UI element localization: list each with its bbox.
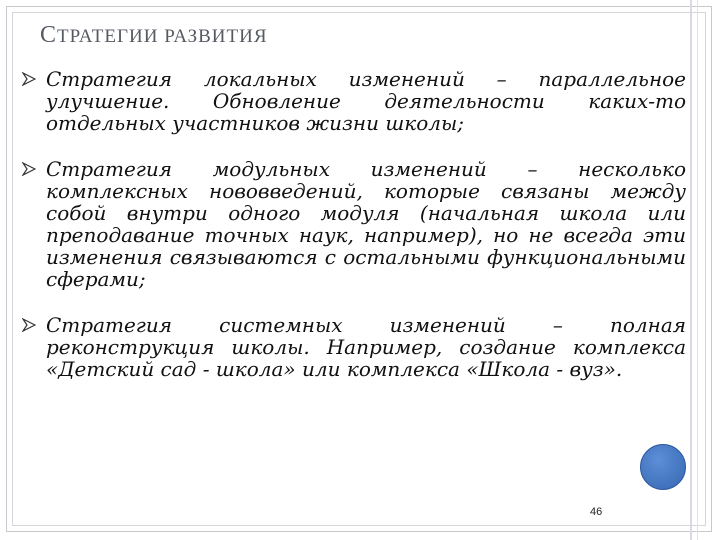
list-item-term: Стратегия модульных изменений (46, 157, 487, 181)
slide-title-rest: ТРАТЕГИИ РАЗВИТИЯ (57, 26, 268, 47)
list-item (22, 314, 686, 380)
right-decorative-rail-thin (697, 0, 698, 540)
list-item-term: Стратегия локальных изменений (46, 67, 465, 91)
list-item-term: Стратегия системных изменений (46, 313, 506, 337)
list-item (22, 68, 686, 134)
arrow-bullet-icon (22, 72, 36, 86)
page-number: 46 (590, 506, 603, 518)
decorative-circle-icon (640, 444, 686, 490)
strategy-list (22, 68, 686, 380)
list-item-text: – полная реконструкция школы. Например, создание комплекса «Детский сад - школа» или комплекса «Школа - вуз». (46, 313, 686, 381)
list-item-text: – несколько комплексных нововведений, которые связаны между собой внутри одного модуля (начальная школа или преподавание точных наук, например), но не всегда эти изменения связываются с остальными функциональными сферами; (46, 157, 686, 291)
slide-title-initial: С (40, 22, 58, 48)
arrow-bullet-icon (22, 162, 36, 176)
slide-title (40, 22, 268, 49)
arrow-bullet-icon (22, 318, 36, 332)
right-decorative-rail (690, 0, 692, 540)
list-item-text: – параллельное улучшение. Обновление деятельности каких-то отдельных участников жизни школы; (46, 67, 686, 135)
list-item (22, 158, 686, 290)
